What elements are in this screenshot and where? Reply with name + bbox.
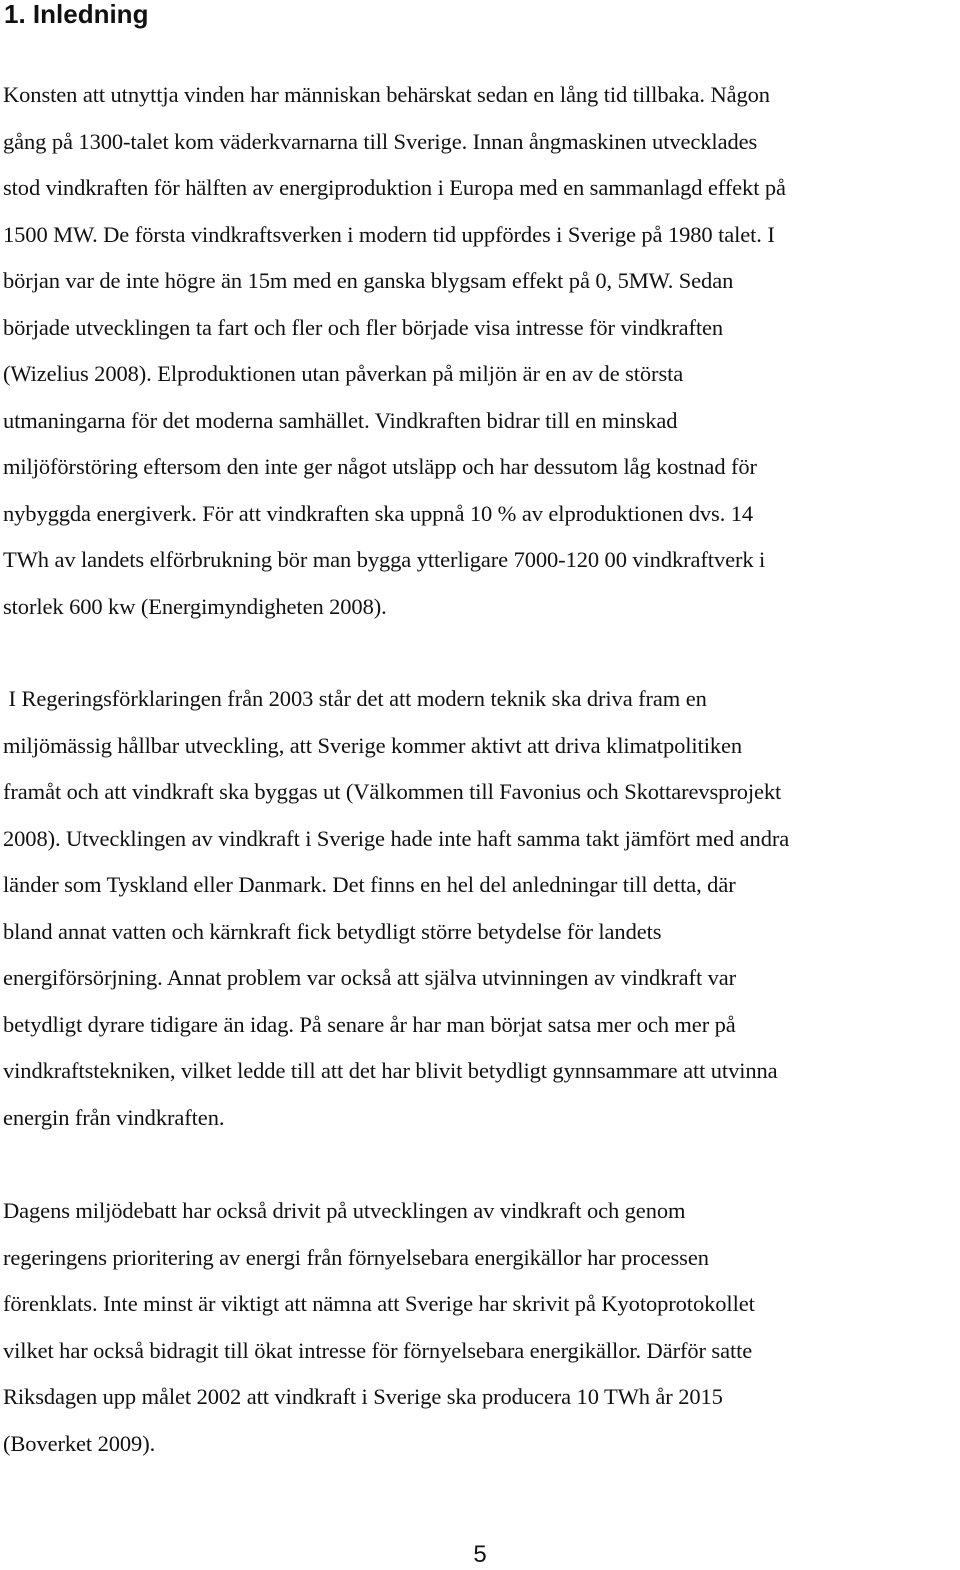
paragraph-1 <box>3 72 959 630</box>
text-line: Riksdagen upp målet 2002 att vindkraft i Sverige ska producera 10 TWh år 2015 <box>3 1384 723 1409</box>
paragraph-2 <box>3 676 959 1141</box>
text-line: betydligt dyrare tidigare än idag. På senare år har man börjat satsa mer och mer på <box>3 1011 736 1037</box>
text-line: energin från vindkraften. <box>3 1104 225 1130</box>
text-line: började utvecklingen ta fart och fler och fler började visa intresse för vindkraften <box>3 314 724 340</box>
text-line: TWh av landets elförbrukning bör man bygga ytterligare 7000-120 00 vindkraftverk i <box>3 547 766 572</box>
text-line: vilket har också bidragit till ökat intresse för förnyelsebara energikällor. Därför satte <box>3 1337 753 1363</box>
text-line: miljöförstöring eftersom den inte ger något utsläpp och har dessutom låg kostnad för <box>3 454 757 479</box>
text-line: länder som Tyskland eller Danmark. Det finns en hel del anledningar till detta, där <box>3 872 736 897</box>
text-line: energiförsörjning. Annat problem var också att själva utvinningen av vindkraft var <box>3 965 737 990</box>
text-line: framåt och att vindkraft ska byggas ut (Välkommen till Favonius och Skottarevsprojekt <box>3 779 782 804</box>
text-line: förenklats. Inte minst är viktigt att nämna att Sverige har skrivit på Kyotoprotokollet <box>3 1291 755 1316</box>
text-line: Konsten att utnyttja vinden har människan behärskat sedan en lång tid tillbaka. Någon <box>3 82 770 107</box>
text-line: Dagens miljödebatt har också drivit på utvecklingen av vindkraft och genom <box>3 1198 686 1223</box>
text-line: bland annat vatten och kärnkraft fick betydligt större betydelse för landets <box>3 918 662 944</box>
text-line: miljömässig hållbar utveckling, att Sverige kommer aktivt att driva klimatpolitiken <box>3 732 743 758</box>
text-line: I Regeringsförklaringen från 2003 står det att modern teknik ska driva fram en <box>3 686 707 711</box>
text-line: vindkraftstekniken, vilket ledde till att det har blivit betydligt gynnsammare att utvinna <box>3 1058 778 1083</box>
text-line: storlek 600 kw (Energimyndigheten 2008). <box>3 593 387 619</box>
text-line: 1500 MW. De första vindkraftsverken i modern tid uppfördes i Sverige på 1980 talet. I <box>3 221 775 247</box>
text-line: (Wizelius 2008). Elproduktionen utan påverkan på miljön är en av de största <box>3 361 684 386</box>
text-line: gång på 1300-talet kom väderkvarnarna till Sverige. Innan ångmaskinen utvecklades <box>3 128 758 154</box>
text-line: nybyggda energiverk. För att vindkraften ska uppnå 10 % av elproduktionen dvs. 14 <box>3 500 754 526</box>
text-line: utmaningarna för det moderna samhället. Vindkraften bidrar till en minskad <box>3 407 678 433</box>
section-heading: 1. Inledning <box>4 0 149 29</box>
page-number: 5 <box>473 1541 487 1568</box>
paragraph-3 <box>3 1188 959 1467</box>
text-line: (Boverket 2009). <box>3 1430 156 1456</box>
text-line: början var de inte högre än 15m med en ganska blygsam effekt på 0, 5MW. Sedan <box>3 268 734 293</box>
text-line: stod vindkraften för hälften av energiproduktion i Europa med en sammanlagd effekt på <box>3 175 786 200</box>
text-line: regeringens prioritering av energi från förnyelsebara energikällor har processen <box>3 1244 709 1270</box>
text-line: 2008). Utvecklingen av vindkraft i Sverige hade inte haft samma takt jämfört med andra <box>3 825 790 851</box>
